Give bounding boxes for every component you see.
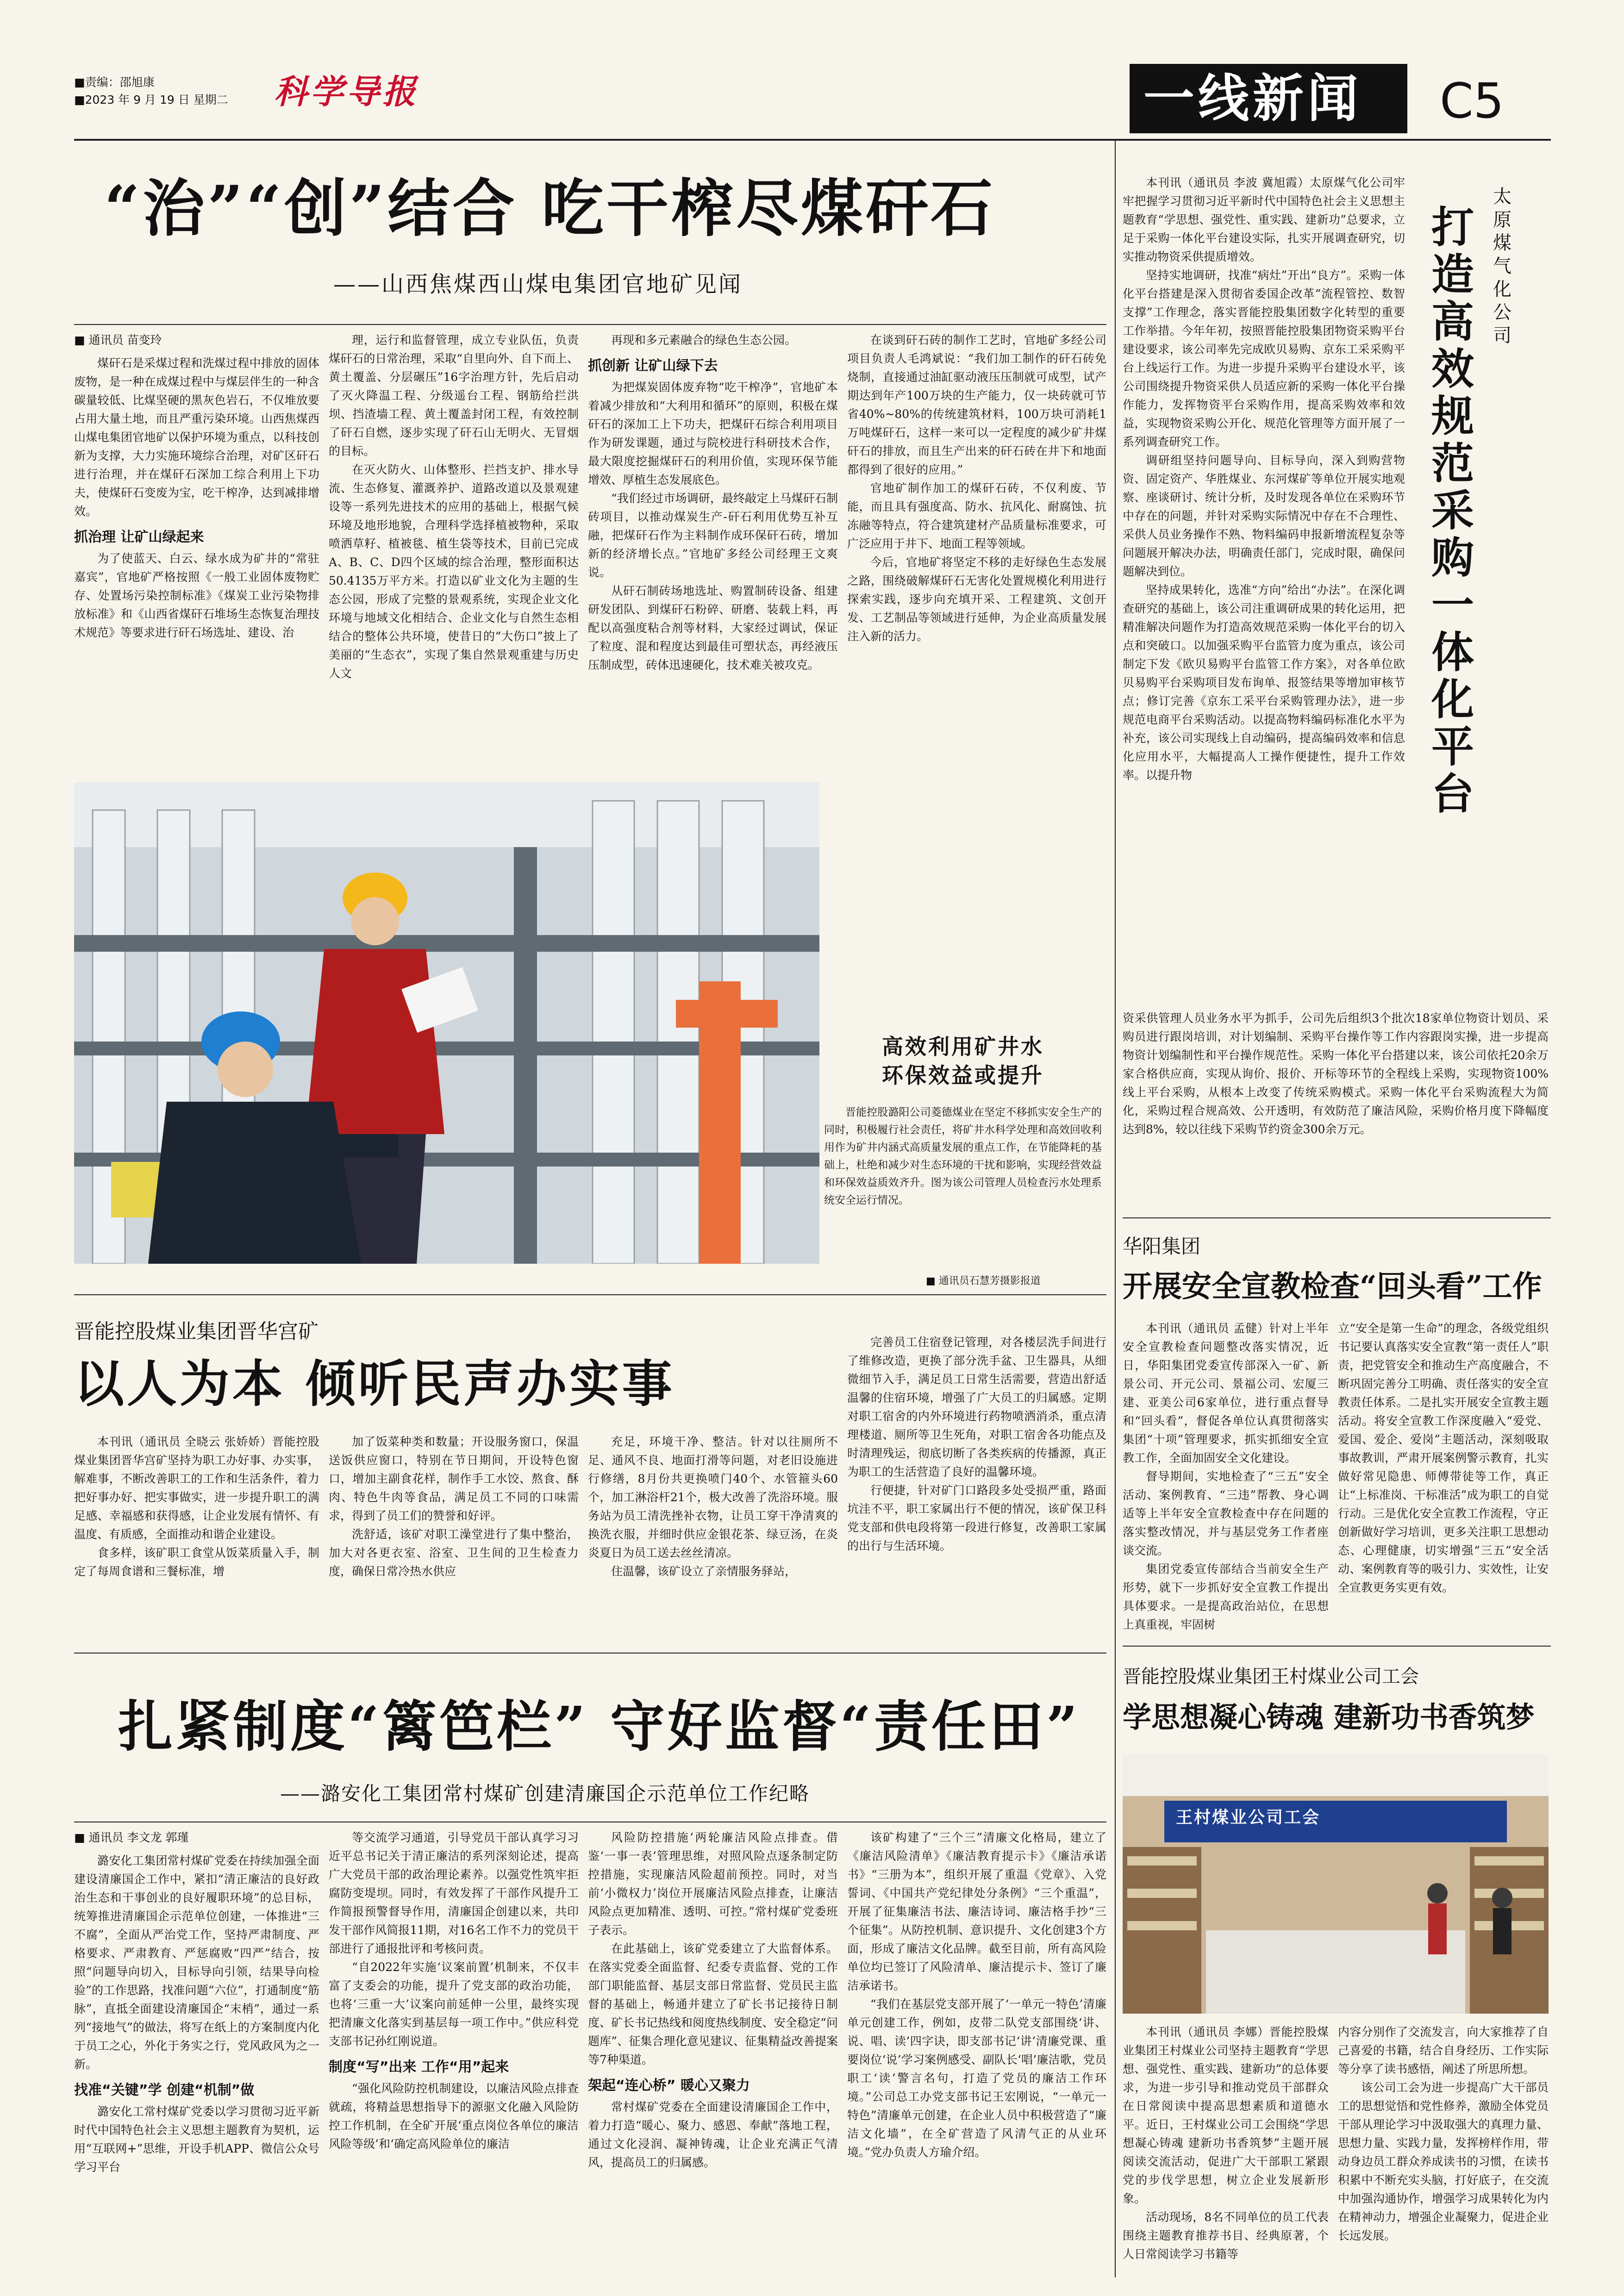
paragraph: 风险防控措施’两轮廉洁风险点排查。借鉴‘一事一表’管理思维，对照风险点逐条制定防控措施，实现廉洁风险超前预控。同时，对当前‘小微权力’岗位开展廉洁风险点排查，让廉洁风险点更加精准、透明、可控。”常村煤矿党委班子表示。 [588, 1831, 838, 1937]
article2-title: 打造高效规范采购一体化平台 [1431, 202, 1474, 819]
article1-rule [74, 324, 1106, 325]
paragraph: 煤矸石是采煤过程和洗煤过程中排放的固体废物，是一种在成煤过程中与煤层伴生的一种含碳量较低、比煤坚硬的黑灰色岩石，不仅堆放要占用大量土地，而且严重污染环境。山西焦煤西山煤电集团官地矿以保护环境为重点，以科技创新为支撑，大力实施环境综合治理，对矿区矸石进行治理，并在煤矸石深加工综合利用上下功夫，使煤矸石变废为宝，吃干榨净，达到减排增效。 [74, 356, 319, 518]
paragraph: 加了饭菜种类和数量；开设服务窗口，保温送饭供应窗口，特别在节日期间，开设特色窗口，增加主副食花样，制作手工水饺、熬食、酥肉、特色牛肉等食品，满足员工不同的口味需求，得到了员工们的赞誉和好评。 [329, 1435, 579, 1522]
article3-col4 [847, 1333, 1106, 1646]
paragraph: “强化风险防控机制建设，以廉洁风险点排查就疏，将精益思想指导下的源驱文化融入风险防控工作机制，在全矿开展‘重点岗位各单位的廉洁风险等级’和‘确定高风险单位的廉洁 [329, 2082, 579, 2151]
paragraph: 今后，官地矿将坚定不移的走好绿色生态发展之路，围绕破解煤矸石无害化处置规模化利用进行探索实践，逐步向充填开采、工程建筑、文创开发、工艺制品等领域进行延伸，为企业高质量发展注入新的活力。 [847, 555, 1106, 643]
photo1-caption-text [824, 1104, 1102, 1256]
paragraph: 理，运行和监督管理，成立专业队伍，负责煤矸石的日常治理，采取“自里向外、自下而上、黄土覆盖、分层碾压”16字治理方针，先后启动了灭火降温工程、分级遥台工程、钢筋给拦洪坝、挡渣墙工程、黄土覆盖封闭工程，有效控制了矸石自燃，逐步实现了矸石山无明火、无冒烟的目标。 [329, 333, 579, 458]
article1-byline: ■ 通讯员 苗变玲 [74, 331, 319, 349]
article6-col2 [1338, 2023, 1549, 2282]
paragraph: 调研组坚持问题导向、目标导向，深入到购营物资、固定资产、华胜煤业、东河煤矿等单位开展实地观察、座谈研讨、统计分析，及时发现各单位在采购环节中存在的问题，并针对采购实际情况中存在不合理性、采供人员业务操作不熟、物料编码申报新增流程复杂等问题展开解决办法，明确责任部门，完成时限，确保问题解决到位。 [1123, 454, 1405, 578]
article4-col1 [1123, 1319, 1329, 1639]
paragraph: 再现和多元素融合的绿色生态公园。 [611, 333, 797, 347]
paragraph: 常村煤矿党委在全面建设清廉国企工作中，着力打造“暖心、聚力、感恩、奉献”落地工程，通过文化浸润、凝神铸魂，让企业充满正气清风，提高员工的归属感。 [588, 2100, 838, 2169]
article6-kicker: 晋能控股煤业集团王村煤业公司工会 [1123, 1666, 1419, 1687]
paragraph: 在谈到矸石砖的制作工艺时，官地矿多经公司项目负责人毛鸿斌说：“我们加工制作的矸石砖免烧制，直接通过油缸驱动液压压制就可成型，试产期达到年产100万块的生产能力，仅一块砖就可节省40%~80%的传统建筑材料，100万块可消耗1万吨煤矸石，这样一来可以一定程度的减少矿井煤矸石的排放，而且生产出来的矸石砖在井下和地面都得到了很好的应用。” [847, 333, 1106, 476]
paragraph: 等交流学习通道，引导党员干部认真学习习近平总书记关于清正廉洁的系列深刻论述，提高广大党员干部的政治理论素养。以强党性筑牢拒腐防变堤坝。同时，有效发挥了干部作风提升工作简报预警督导作用，清廉国企创建以来，共印发干部作风简报11期，对16名工作不力的党员干部进行了通报批评和考核问责。 [329, 1831, 579, 1955]
paragraph: 从矸石制砖场地选址、购置制砖设备、组建研发团队、到煤矸石粉碎、研磨、装载上料，再配以高强度粘合剂等材料，大家经过调试，保证了粒度、混和程度达到最佳可塑状态，再经液压压制成型，砖体迅速硬化，技术难关被攻克。 [588, 584, 838, 672]
article6-col1 [1123, 2023, 1329, 2282]
water-treatment-photo [74, 782, 819, 1264]
article5-subhead2: 制度“写”出来 工作“用”起来 [329, 2059, 509, 2075]
date-line: ■2023 年 9 月 19 日 星期二 [74, 93, 228, 106]
paragraph: 晋能控股潞阳公司菱德煤业在坚定不移抓实安全生产的同时，积极履行社会责任，将矿井水科学处理和高效回收利用作为矿井内涵式高质量发展的重点工作，在节能降耗的基础上，杜绝和减少对生态环境的干扰和影响，实现经营效益和环保效益质效齐升。图为该公司管理人员检查污水处理系统安全运行情况。 [824, 1106, 1102, 1206]
article4-title: 开展安全宣教检查“回头看”工作 [1123, 1269, 1542, 1304]
photo1-credit: ■ 通讯员石慧芳摄影报道 [926, 1273, 1041, 1287]
article2-body2 [1123, 1009, 1549, 1213]
paragraph: 活动现场，8名不同单位的员工代表围绕主题教育推荐书目、经典原著，个人日常阅读学习书籍等 [1123, 2210, 1329, 2261]
editor-name: 责编：邵旭康 [85, 75, 155, 89]
photo-illustration [74, 782, 819, 1264]
article1-subhead1: 抓治理 让矿山绿起来 [74, 529, 204, 545]
paragraph: 住温馨，该矿设立了亲情服务驿站， [611, 1565, 797, 1578]
article1-col2 [329, 331, 579, 775]
paragraph: “我们经过市场调研，最终敲定上马煤矸石制砖项目，以推动煤炭生产-矸石利用优势互补互融，把煤矸石作为主料制作成环保矸石砖，增加新的经济增长点。”官地矿多经公司经理王文爽说。 [588, 492, 838, 579]
reading-event-photo [1123, 1754, 1549, 2014]
article5-col2 [329, 1828, 579, 2273]
paragraph: 充足，环境干净、整洁。针对以往厕所不足、通风不良、地面打滑等问题，对老旧设施进行修缮，8月份共更换喷门40个、水管箍头60个，加工淋浴杆21个，极大改善了洗浴环境。服务站为员工清洗挫补衣物，让员工穿干净清爽的换洗衣服，并细时供应金银花茶、绿豆汤，在炎炎夏日为员工送去丝丝清凉。 [588, 1435, 838, 1560]
paragraph: 为把煤炭固体废弃物“吃干榨净”，官地矿本着减少排放和“大利用和循环”的原则，积极在煤矸石的深加工上下功夫，把煤矸石综合利用项目作为研发课题，通过与院校进行科研技术合作，最大限度挖掘煤矸石的利用价值，实现环保节能增效、厚植生态发展底色。 [588, 381, 838, 487]
paragraph: 食多样，该矿职工食堂从饭菜质量入手，制定了每周食谱和三餐标准，增 [74, 1546, 319, 1578]
paragraph: 潞安化工集团常村煤矿党委在持续加强全面建设清廉国企工作中，紧扣“清正廉洁的良好政治生态和干事创业的良好履职环境”的总目标，统筹推进清廉国企示范单位创建，一体推进“三不腐”，全面从严治党工作，坚持严肃制度、严格要求、严肃教育、严惩腐败“四严”结合，按照“问题导向切入，目标导向引领，结果导向检验”的工作思路，找准问题“六位”，打通制度“筋脉”，直抵全面建设清廉国企“末梢”，通过一系列“接地气”的做法，将写在纸上的方案制度内化于员工之心，外化于务实之行，党风政风为之一新。 [74, 1854, 319, 2071]
paragraph: 该公司工会为进一步提高广大干部员工的思想觉悟和党性修养，激励全体党员干部从理论学习中汲取强大的真理力量、思想力量、实践力量，发挥榜样作用，带动身边员工群众养成读书的习惯，在读书积累中不断充实头脑，打好底子，在交流中加强沟通协作，增强学习成果转化为内在精神动力，增强企业凝聚力，促进企业长远发展。 [1338, 2081, 1549, 2242]
article5-subtitle: ——潞安化工集团常村煤矿创建清廉国企示范单位工作纪略 [280, 1782, 810, 1805]
paragraph: 本刊讯（通讯员 李娜）晋能控股煤业集团王村煤业公司坚持主题教育“学思想、强党性、重实践、建新功”的总体要求，为进一步引导和推动党员干部群众在日常阅读中提高思想素质和道德水平。近日，王村煤业公司工会围绕“学思想凝心铸魂 建新功书香筑梦”主题开展阅读交流活动，促进广大干部职工紧跟党的步伐学思想，树立企业发展新形象。 [1123, 2025, 1329, 2205]
column-divider [1115, 139, 1116, 2277]
article5-title: 扎紧制度“篱笆栏” 守好监督“责任田” [118, 1694, 1081, 1759]
photo1-caption-title1: 高效利用矿井水 [882, 1034, 1044, 1059]
article5-subhead1: 找准“关键”学 创建“机制”做 [74, 2082, 255, 2098]
paragraph: 立“安全是第一生命”的理念，各级党组织书记要认真落实安全宣教“第一责任人”职责，把党管安全和推动生产高度融合，不断巩固完善分工明确、责任落实的安全宣教责任体系。二是扎实开展安全宣教主题活动。将安全宣教工作深度融入“爱党、爱国、爱企、爱岗”主题活动，深刻吸取事故教训，严肃开展案例警示教育，扎实做好常见隐患、师傅带徒等工作，真正让“上标准岗、干标准活”成为职工的自觉行动。三是优化安全宣教工作流程，守正创新做好学习培训，更多关注职工思想动态、心理健康，切实增强“三五”安全活动、案例教育等的吸引力、实效性，让安全宣教更务实更有效。 [1338, 1322, 1549, 1594]
paragraph: 行便捷，针对矿门口路段多处受损严重，路面坑洼不平，职工家属出行不便的情况，该矿保卫科党支部和供电段将第一段进行修复，改善职工家属的出行与生活环境。 [847, 1484, 1106, 1553]
paragraph: 内容分别作了交流发言，向大家推荐了自己喜爱的书籍，结合自身经历、工作实际等分享了读书感悟，阐述了所思所想。 [1338, 2025, 1549, 2076]
photo1-caption-title2: 环保效益或提升 [882, 1063, 1044, 1088]
paragraph: 潞安化工常村煤矿党委以学习贯彻习近平新时代中国特色社会主义思想主题教育为契机，运用“互联网+”思维，开设手机APP、微信公众号学习平台 [74, 2105, 319, 2174]
article1-subhead2: 抓创新 让矿山绿下去 [588, 358, 718, 374]
paragraph: 官地矿制作加工的煤矸石砖，不仅利废、节能，而且具有强度高、防水、抗风化、耐腐蚀、抗冻融等特点，符合建筑建材产品质量标准要求，可广泛应用于井下、地面工程等领域。 [847, 481, 1106, 550]
article3-col3 [588, 1433, 838, 1646]
paragraph: 为了使蓝天、白云、绿水成为矿井的“常驻嘉宾”，官地矿严格按照《一般工业固体废物贮存、处置场污染控制标准》《煤炭工业污染物排放标准》和《山西省煤矸石堆场生态恢复治理技术规范》等要求进行矸石场选址、建设、治 [74, 552, 319, 639]
article5-col3 [588, 1828, 838, 2273]
paragraph: 完善员工住宿登记管理，对各楼层洗手间进行了维修改造，更换了部分洗手盆、卫生器具，从细微细节入手，满足员工日常生活需要，营造出舒适温馨的住宿环境，增强了广大员工的归属感。定期对职工宿舍的内外环境进行药物喷洒消杀，重点清理楼道、厕所等卫生死角，对职工宿舍各功能点及时清理残运，彻底切断了各类疾病的传播源，真正为职工的生活营造了良好的温馨环境。 [847, 1335, 1106, 1479]
paragraph: 本刊讯（通讯员 孟健）针对上半年安全宣教检查问题整改落实情况，近日，华阳集团党委宣传部深入一矿、新景公司、开元公司、景福公司、宏厦三建、亚美公司6家单位，进行重点督导和“回头看”，督促各单位认真贯彻落实集团“十项”管理要求，抓实抓细安全宣教工作，全面加固安全文化建设。 [1123, 1322, 1329, 1465]
article2-kicker: 太原煤气化公司 [1493, 186, 1512, 346]
reading-event-banner: 王村煤业公司工会 [1176, 1808, 1321, 1827]
reading-event-illustration [1123, 1754, 1549, 2014]
article1-subtitle: ——山西焦煤西山煤电集团官地矿见闻 [333, 271, 743, 297]
article4-kicker: 华阳集团 [1123, 1235, 1201, 1258]
paragraph: 坚持实地调研，找准“病灶”开出“良方”。采购一体化平台搭建是深入贯彻省委国企改革“流程管控、数智支撑”工作理念，落实晋能控股集团数字化转型的重要工作举措。今年年初，按照晋能控股集团物资采购平台建设要求，该公司率先完成欧贝易购、京东工采采购平台上线运行工作。为进一步提升采购平台建设水平，该公司围绕提升物资采供人员适应新的采购一体化平台操作能力，发挥物资平台采购作用，提高采购效率和效益，实现物资采购公开化、规范化管理等方面开展了一系列调查研究工作。 [1123, 268, 1405, 449]
article6-title: 学思想凝心铸魂 建新功书香筑梦 [1123, 1700, 1535, 1734]
issue-date: 2023 年 9 月 19 日 星期二 [85, 93, 228, 106]
section-title: 一线新闻 [1143, 69, 1362, 128]
article4-rule [1123, 1646, 1551, 1647]
paragraph: 在灭火防火、山体整形、拦挡支护、排水导流、生态修复、灌溉养护、道路改道以及景观建设等一系列先进技术的应用的基础上，根据气候环境及地形地貌，合理科学选择植被物种，采取喷洒草籽、植被毯、植生袋等技术，目前已完成A、B、C、D四个区域的综合治理，整形面积达50.4135万平方米。打造以矿业文化为主题的生态公园，形成了完整的景观系统，实现企业文化环境与地域文化相结合、企业文化与自然生态相结合的整体公共环境，使昔日的“大伤口”披上了美丽的“生态衣”，实现了集自然景观重建与历史人文 [329, 463, 579, 680]
paragraph: 本刊讯（通讯员 李波 冀旭霞）太原煤气化公司牢牢把握学习贯彻习近平新时代中国特色社会主义思想主题教育“学思想、强党性、重实践、建新功”总要求，立足于采购一体化平台建设实际，扎实开展调查研究，切实推动物资采供提质增效。 [1123, 176, 1405, 263]
paragraph: 资采供管理人员业务水平为抓手，公司先后组织3个批次18家单位物资计划员、采购员进行跟岗培训，对计划编制、采购平台操作等工作内容跟岗实操，进一步提高物资计划编制性和平台操作规范性。采购一体化平台搭建以来，该公司依托20余万家合格供应商，实现从询价、报价、开标等环节的全程线上采购，实现物资100%线上平台采购，从根本上改变了传统采购模式。采购一体化平台采购流程大为简化，采购过程合规高效、公开透明，有效防范了廉洁风险，采购价格月度下降幅度达到8%，较以往线下采购节约资金300余万元。 [1123, 1011, 1549, 1136]
article1-col3 [588, 331, 838, 775]
article5-col4 [847, 1828, 1106, 2273]
article3-col2 [329, 1433, 579, 1646]
photo1-caption-box [824, 1032, 1102, 1264]
article1-col1 [74, 331, 319, 775]
paragraph: 该矿构建了“三个三”清廉文化格局，建立了《廉洁风险清单》《廉洁教育提示卡》《廉洁承诺书》“三册为本”，组织开展了重温《党章》、入党誓词、《中国共产党纪律处分条例》“三个重温”，开展了征集廉洁书法、廉洁诗词、廉洁格手抄“三个征集”。从防控机制、意识提升、文化创建3个方面，形成了廉洁文化品牌。截至目前，所有高风险单位均已签订了风险清单、廉洁提示卡、签订了廉洁承诺书。 [847, 1831, 1106, 1992]
paragraph: 本刊讯（通讯员 全晓云 张娇娇）晋能控股煤业集团晋华宫矿坚持为职工办好事、办实事，解难事，不断改善职工的工作和生活条件，着力把好事办好、把实事做实，进一步提升职工的满足感、幸福感和获得感，让企业发展有情怀、有温度、有质感，全面推动和谐企业建设。 [74, 1435, 319, 1541]
article4-col2 [1338, 1319, 1549, 1639]
article5-col1 [74, 1828, 319, 2273]
paragraph: “我们在基层党支部开展了‘一单元一特色’清廉单元创建工作，例如，皮带二队党支部围绕‘讲、说、唱、读’四字诀，即支部书记‘讲’清廉党课、重要岗位‘说’学习案例感受、副队长‘唱’廉洁歌，党员职工‘读’警言名句，打造了党员的廉洁工作环境。”公司总工办党支部书记王宏刚说，“一单元一特色”清廉单元创建，在企业人员中积极营造了“廉洁文化墙”，在全矿营造了风清气正的从业环境。”党办负责人方瑜介绍。 [847, 1997, 1106, 2159]
editor-line: ■责编：邵旭康 [74, 75, 155, 89]
header-rule [74, 139, 1551, 141]
paragraph: 在此基础上，该矿党委建立了大监督体系。在落实党委全面监督、纪委专责监督、党的工作部门职能监督、基层支部日常监督、党员民主监督的基础上，畅通并建立了矿长书记接待日制度、矿长书记热线和阅度热线制度、安全稳定“问题库”、征集合理化意见建议、征集精益改善提案等7种渠道。 [588, 1942, 838, 2066]
article2-rule [1123, 1217, 1551, 1218]
paragraph: “自2022年实施‘议案前置’机制来，不仅丰富了支委会的功能，提升了党支部的政治功能，也将‘三重一大’议案向前延伸一公里，最终实现把清廉文化落实到基层每一项工作中。”供应科党支部书记孙红刚说道。 [329, 1960, 579, 2048]
article3-kicker: 晋能控股煤业集团晋华宫矿 [74, 1320, 319, 1343]
masthead-logo: 科学导报 [274, 72, 419, 111]
article1-title: “治”“创”结合 吃干榨尽煤矸石 [104, 172, 995, 245]
article5-byline: ■ 通讯员 李文龙 郭瑾 [74, 1828, 319, 1847]
page-number: C5 [1440, 73, 1504, 129]
article5-subhead3: 架起“连心桥” 暖心又聚力 [588, 2078, 750, 2094]
article1-col4 [847, 331, 1106, 775]
paragraph: 集团党委宣传部结合当前安全生产形势，就下一步抓好安全宣教工作提出具体要求。一是提高政治站位，在思想上真重视，牢固树 [1123, 1562, 1329, 1631]
paragraph: 坚持成果转化，选准“方向”给出“办法”。在深化调查研究的基础上，该公司注重调研成果的转化运用，把精准解决问题作为打造高效规范采购一体化平台的切入点和突破口。以加强采购平台监管力度为重点，该公司制定下发《欧贝易购平台监管工作方案》，对各单位欧贝易购平台采购项目发布询单、报签结果等增加审核节点；修订完善《京东工采平台采购管理办法》，进一步规范电商平台采购活动。以提高物料编码标准化水平为补充，该公司实现线上自动编码，提高编码效率和信息化应用水平，大幅提高人工操作便捷性，提升工作效率。以提升物 [1123, 583, 1405, 782]
paragraph: 督导期间，实地检查了“三五”安全活动、案例教育、“三违”帮教、身心调适等上半年安全宣教检查中存在问题的落实整改情况，并与基层党务工作者座谈交流。 [1123, 1470, 1329, 1557]
photo1-rule [74, 1294, 1106, 1295]
article3-title: 以人为本 倾听民声办实事 [74, 1355, 675, 1413]
paragraph: 洗舒适，该矿对职工澡堂进行了集中整治，加大对各更衣室、浴室、卫生间的卫生检查力度，确保日常冷热水供应 [329, 1528, 579, 1578]
article3-col1 [74, 1433, 319, 1646]
